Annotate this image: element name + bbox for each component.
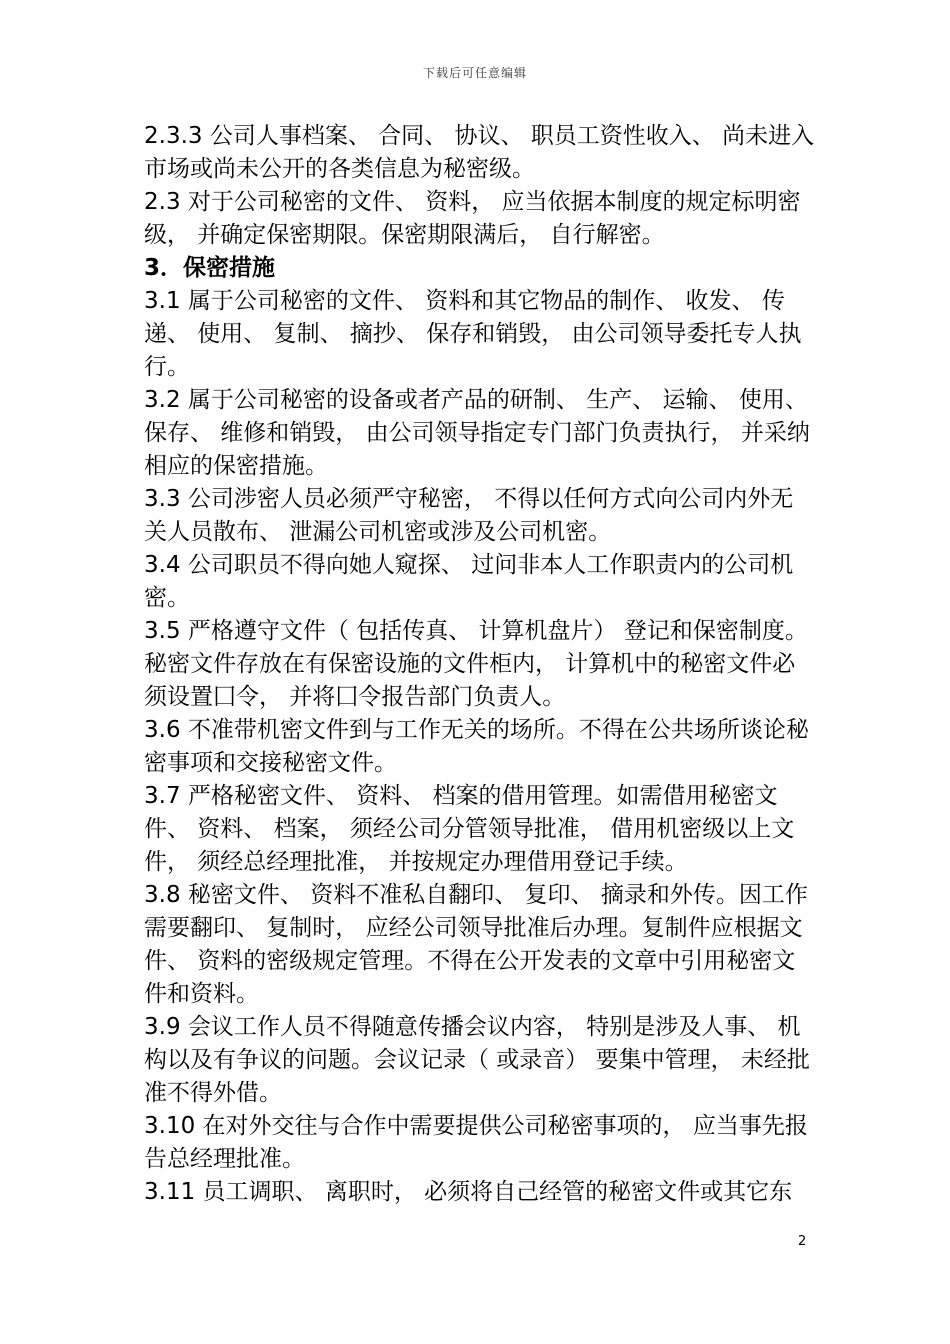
paragraph-3-8: 3.8 秘密文件、 资料不准私自翻印、 复印、 摘录和外传。因工作需要翻印、 复制时， 应经公司领导批准后办理。复制件应根据文件、 资料的密级规定管理。不得在公开发表的文章中引用秘密文件和资料。 xyxy=(144,882,808,1007)
paragraph-3-10: 3.10 在对外交往与合作中需要提供公司秘密事项的， 应当事先报告总经理批准。 xyxy=(144,1113,808,1172)
document-body xyxy=(144,120,816,1209)
paragraph-3-2: 3.2 属于公司秘密的设备或者产品的研制、 生产、 运输、 使用、 保存、 维修和销毁， 由公司领导指定专门部门负责执行， 并采纳相应的保密措施。 xyxy=(144,387,816,479)
paragraph-3-3: 3.3 公司涉密人员必须严守秘密， 不得以任何方式向公司内外无关人员散布、 泄漏公司机密或涉及公司机密。 xyxy=(144,486,794,545)
paragraph-3-9: 3.9 会议工作人员不得随意传播会议内容， 特别是涉及人事、 机构以及有争议的问题。会议记录（ 或录音） 要集中管理， 未经批准不得外借。 xyxy=(144,1014,810,1106)
paragraph-2-3: 2.3 对于公司秘密的文件、 资料， 应当依据本制度的规定标明密级， 并确定保密期限。保密期限满后， 自行解密。 xyxy=(144,189,801,248)
section-heading-security-measures: 3．保密措施 xyxy=(144,255,276,281)
paragraph-3-4: 3.4 公司职员不得向她人窥探、 过问非本人工作职责内的公司机密。 xyxy=(144,552,794,611)
paragraph-3-11: 3.11 员工调职、 离职时， 必须将自己经管的秘密文件或其它东 xyxy=(144,1179,793,1205)
paragraph-2-3-3: 2.3.3 公司人事档案、 合同、 协议、 职员工资性收入、 尚未进入市场或尚未公开的各类信息为秘密级。 xyxy=(144,123,815,182)
paragraph-3-7: 3.7 严格秘密文件、 资料、 档案的借用管理。如需借用秘密文件、 资料、 档案， 须经公司分管领导批准， 借用机密级以上文件， 须经总经理批准， 并按规定办理借用登记手续。 xyxy=(144,783,795,875)
paragraph-3-1: 3.1 属于公司秘密的文件、 资料和其它物品的制作、 收发、 传递、 使用、 复制、 摘抄、 保存和销毁， 由公司领导委托专人执行。 xyxy=(144,288,802,380)
paragraph-3-5: 3.5 严格遵守文件（ 包括传真、 计算机盘片） 登记和保密制度。秘密文件存放在有保密设施的文件柜内， 计算机中的秘密文件必须设置囗令， 并将囗令报告部门负责人。 xyxy=(144,618,808,710)
paragraph-3-6: 3.6 不准带机密文件到与工作无关的场所。不得在公共场所谈论秘密事项和交接秘密文件。 xyxy=(144,717,809,776)
page-header: 下载后可任意编辑 xyxy=(422,66,527,80)
page-number: 2 xyxy=(798,1234,807,1249)
